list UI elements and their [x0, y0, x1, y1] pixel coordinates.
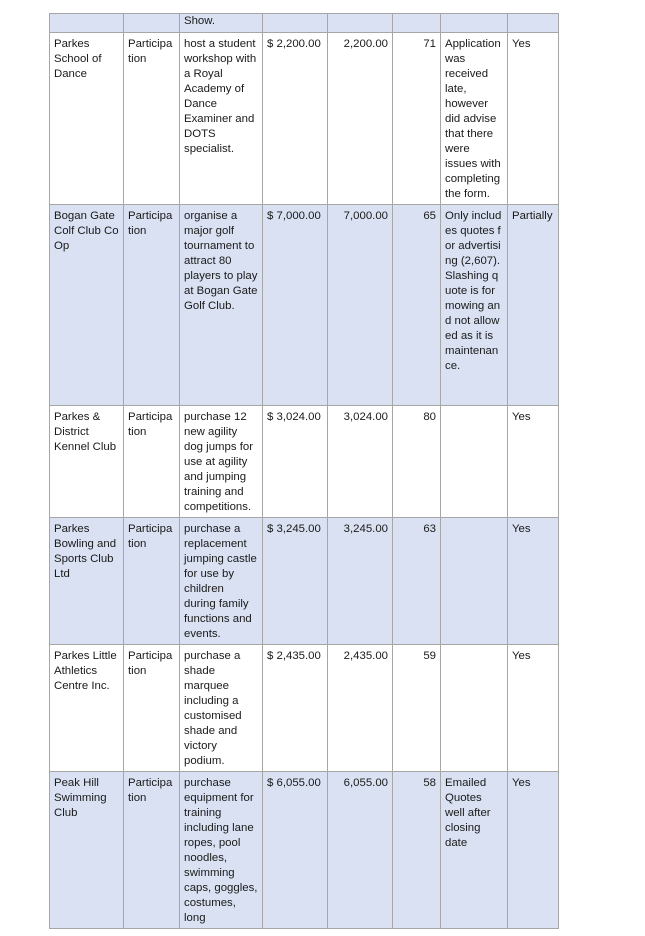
table-row: [50, 645, 559, 772]
organisation-cell: Peak Hill Swimming Club: [50, 772, 124, 929]
category-cell: Participation: [124, 406, 180, 518]
score-cell: 63: [393, 518, 441, 645]
amount-recommended-cell: 7,000.00: [328, 205, 393, 406]
amount-requested-cell: $ 6,055.00: [263, 772, 328, 929]
amount-requested-cell: $ 2,435.00: [263, 645, 328, 772]
funded-cell: Yes: [508, 772, 559, 929]
amount-recommended-cell: 2,200.00: [328, 33, 393, 205]
amount-recommended-cell: 6,055.00: [328, 772, 393, 929]
category-cell: Participation: [124, 33, 180, 205]
score-cell: 58: [393, 772, 441, 929]
amount-requested-cell: $ 3,245.00: [263, 518, 328, 645]
table-row: [50, 772, 559, 929]
comments-cell: [441, 14, 508, 33]
amount-recommended-cell: 3,024.00: [328, 406, 393, 518]
table-row: [50, 14, 559, 33]
amount-recommended-cell: [328, 14, 393, 33]
purpose-cell: purchase 12 new agility dog jumps for use at agility and jumping training and competitions.: [180, 406, 263, 518]
score-cell: 65: [393, 205, 441, 406]
grant-applications-table: [49, 13, 559, 929]
comments-cell: Emailed Quotes well after closing date: [441, 772, 508, 929]
funded-cell: Yes: [508, 33, 559, 205]
purpose-cell: host a student workshop with a Royal Academy of Dance Examiner and DOTS specialist.: [180, 33, 263, 205]
purpose-cell: Show.: [180, 14, 263, 33]
funded-cell: Yes: [508, 518, 559, 645]
purpose-cell: organise a major golf tournament to attract 80 players to play at Bogan Gate Golf Club.: [180, 205, 263, 406]
comments-cell: [441, 645, 508, 772]
amount-recommended-cell: 3,245.00: [328, 518, 393, 645]
organisation-cell: Parkes Bowling and Sports Club Ltd: [50, 518, 124, 645]
organisation-cell: Bogan Gate Colf Club Co Op: [50, 205, 124, 406]
comments-cell: Application was received late, however did advise that there were issues with completing the form.: [441, 33, 508, 205]
score-cell: 71: [393, 33, 441, 205]
purpose-cell: purchase a replacement jumping castle for use by children during family functions and events.: [180, 518, 263, 645]
amount-requested-cell: $ 3,024.00: [263, 406, 328, 518]
amount-requested-cell: $ 2,200.00: [263, 33, 328, 205]
table-row: [50, 205, 559, 406]
amount-requested-cell: $ 7,000.00: [263, 205, 328, 406]
organisation-cell: [50, 14, 124, 33]
category-cell: Participation: [124, 645, 180, 772]
category-cell: Participation: [124, 518, 180, 645]
table-row: [50, 33, 559, 205]
category-cell: [124, 14, 180, 33]
comments-cell: [441, 406, 508, 518]
table-row: [50, 406, 559, 518]
category-cell: Participation: [124, 205, 180, 406]
funded-cell: Yes: [508, 406, 559, 518]
score-cell: 59: [393, 645, 441, 772]
purpose-cell: purchase equipment for training including lane ropes, pool noodles, swimming caps, goggles, costumes, long: [180, 772, 263, 929]
comments-cell: Only includes quotes for advertising (2,607). Slashing quote is for mowing and not allowed as it is maintenance.: [441, 205, 508, 406]
table-row: [50, 518, 559, 645]
amount-recommended-cell: 2,435.00: [328, 645, 393, 772]
funded-cell: [508, 14, 559, 33]
funded-cell: Partially: [508, 205, 559, 406]
funded-cell: Yes: [508, 645, 559, 772]
score-cell: [393, 14, 441, 33]
score-cell: 80: [393, 406, 441, 518]
organisation-cell: Parkes School of Dance: [50, 33, 124, 205]
comments-cell: [441, 518, 508, 645]
amount-requested-cell: [263, 14, 328, 33]
category-cell: Participation: [124, 772, 180, 929]
organisation-cell: Parkes & District Kennel Club: [50, 406, 124, 518]
purpose-cell: purchase a shade marquee including a customised shade and victory podium.: [180, 645, 263, 772]
organisation-cell: Parkes Little Athletics Centre Inc.: [50, 645, 124, 772]
